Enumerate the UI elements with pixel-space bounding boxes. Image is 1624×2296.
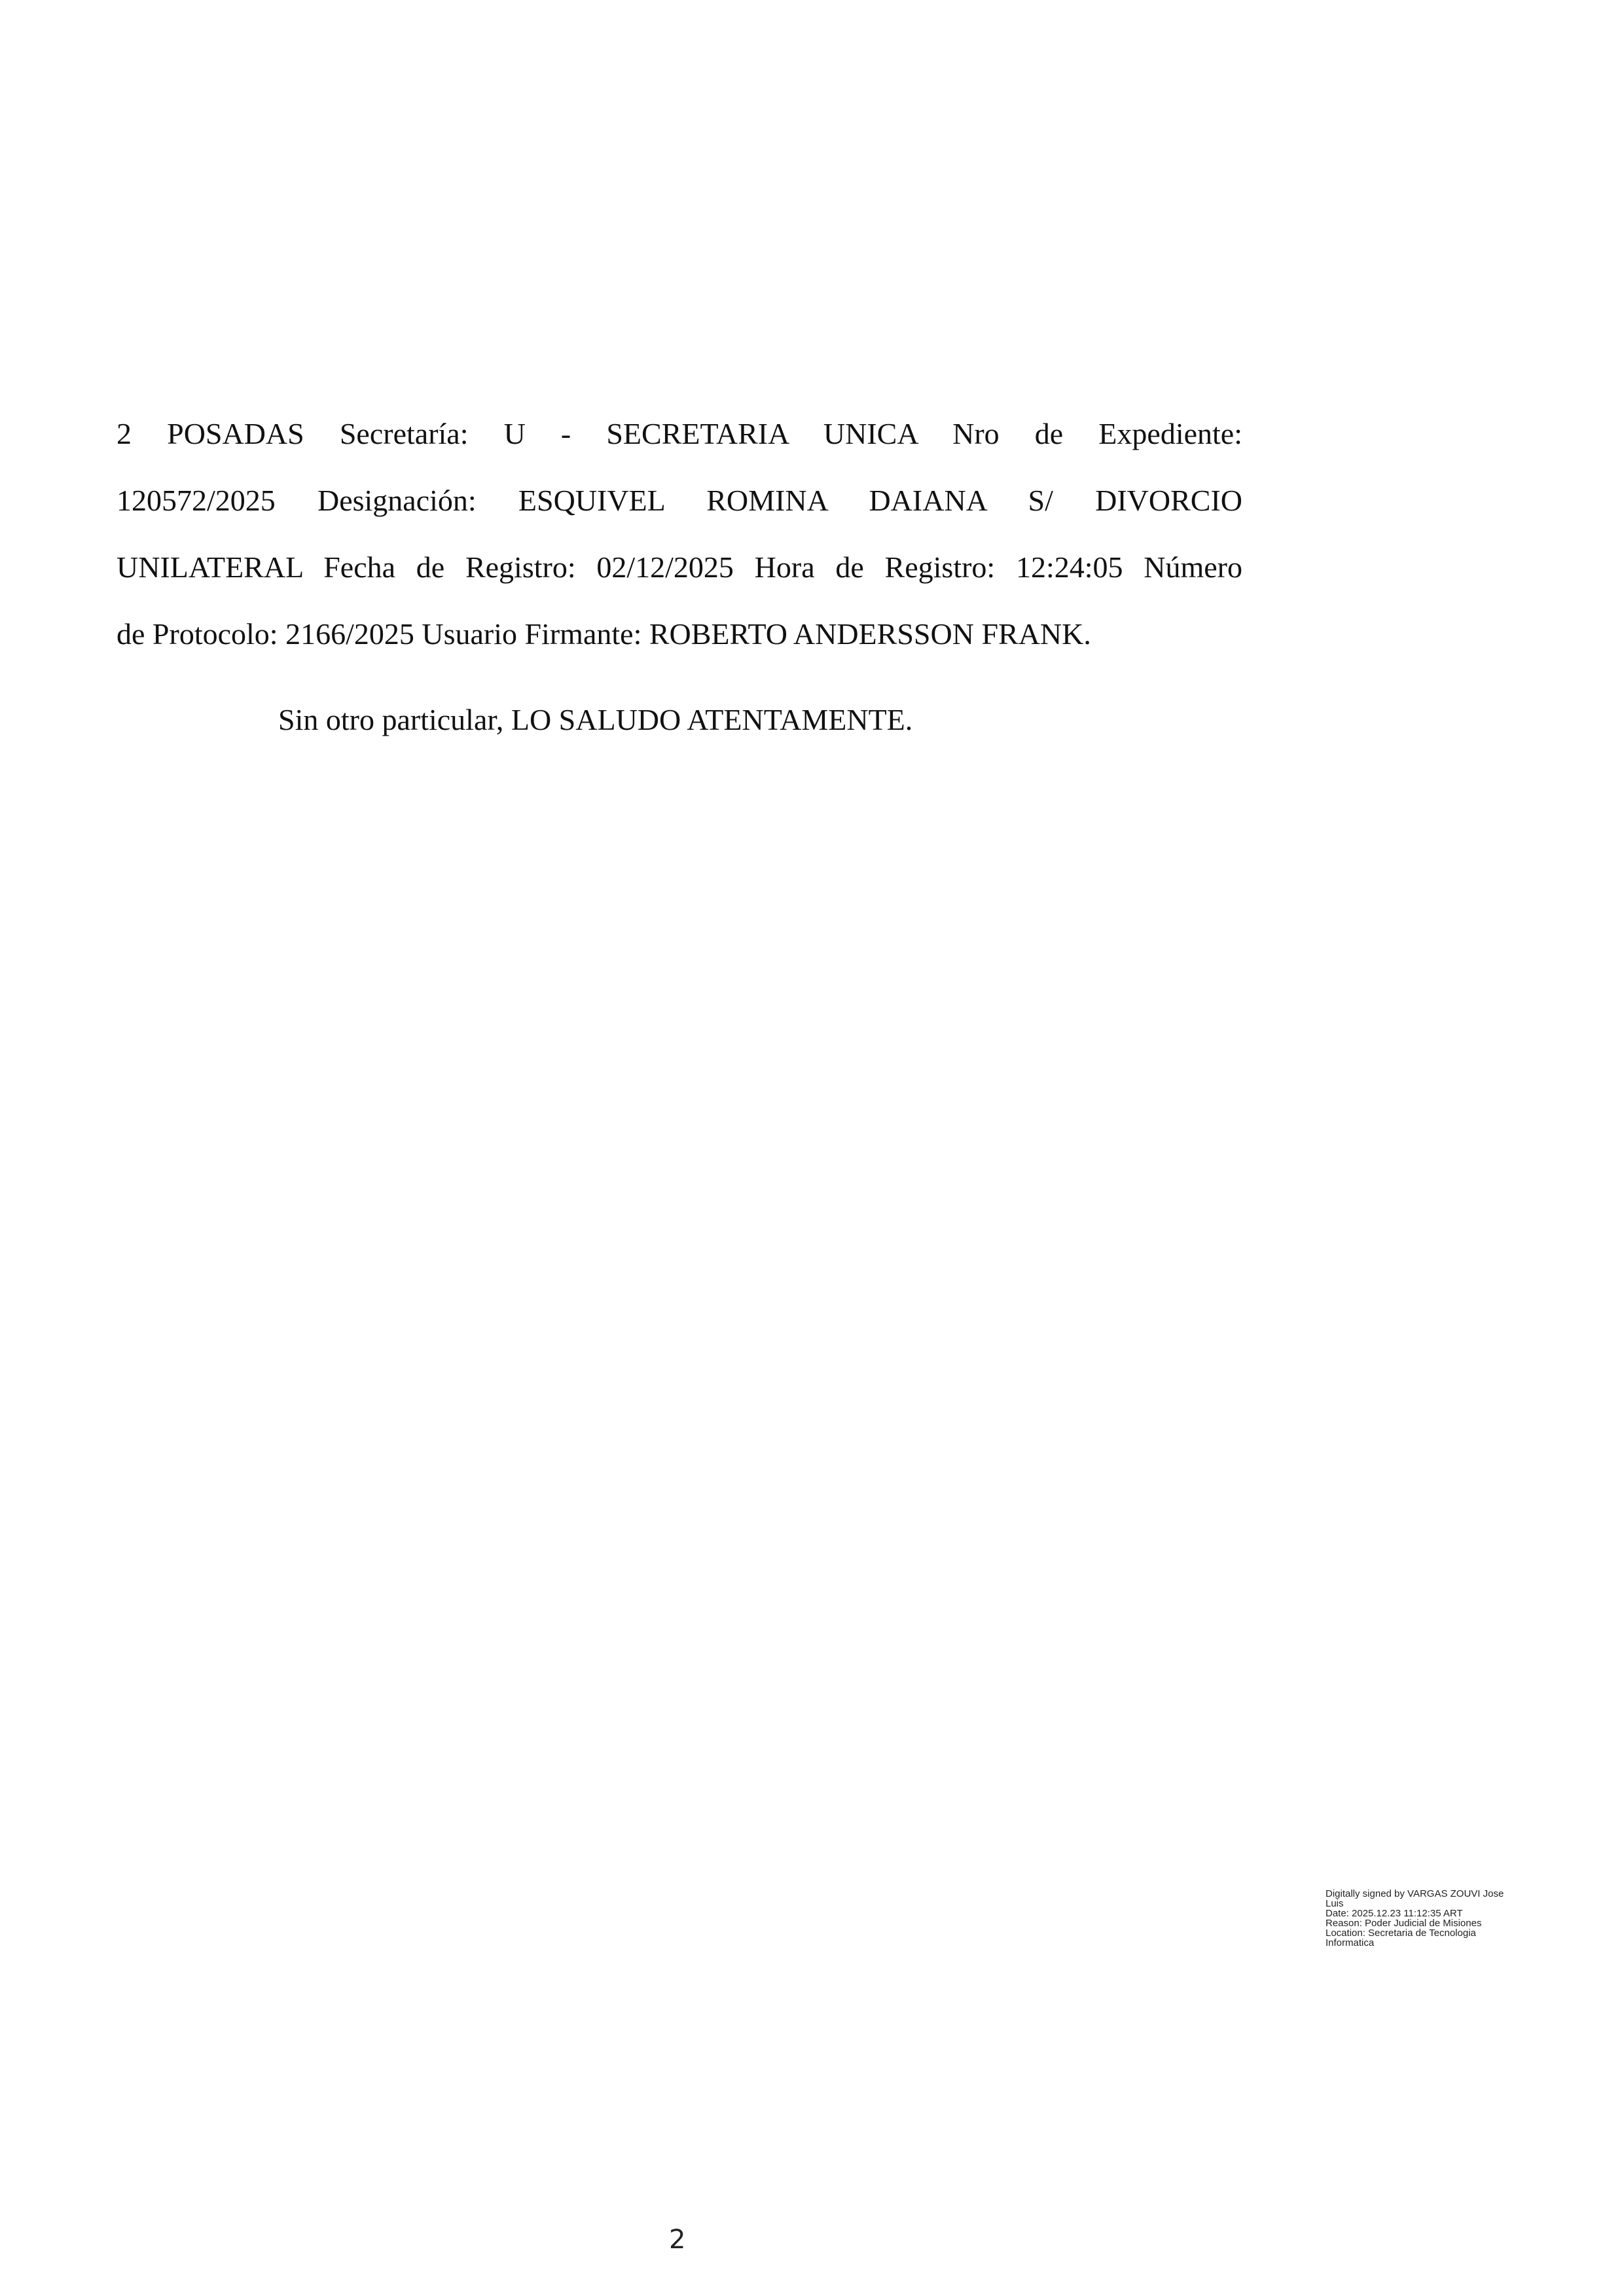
signature-line-date: Date: 2025.12.23 11:12:35 ART	[1326, 1908, 1463, 1919]
signature-line-location-cont: Informatica	[1326, 1937, 1375, 1948]
body-line-2: 120572/2025 Designación: ESQUIVEL ROMINA DAIANA S/ DIVORCIO	[117, 484, 1242, 517]
signature-line-location: Location: Secretaria de Tecnologia	[1326, 1928, 1476, 1939]
body-paragraph	[117, 401, 1242, 668]
signature-line-signed-by-cont: Luis	[1326, 1898, 1344, 1909]
body-line-1: 2 POSADAS Secretaría: U - SECRETARIA UNICA Nro de Expediente:	[117, 417, 1242, 450]
body-line-4: de Protocolo: 2166/2025 Usuario Firmante: ROBERTO ANDERSSON FRANK.	[117, 617, 1091, 651]
digital-signature-block	[1326, 1889, 1535, 1948]
signature-line-reason: Reason: Poder Judicial de Misiones	[1326, 1918, 1482, 1929]
signature-line-signed-by: Digitally signed by VARGAS ZOUVI Jose	[1326, 1888, 1504, 1899]
page-number: 2	[669, 2225, 686, 2255]
closing-salutation: Sin otro particular, LO SALUDO ATENTAMENTE.	[278, 703, 913, 736]
body-line-3: UNILATERAL Fecha de Registro: 02/12/2025 Hora de Registro: 12:24:05 Número	[117, 550, 1242, 584]
